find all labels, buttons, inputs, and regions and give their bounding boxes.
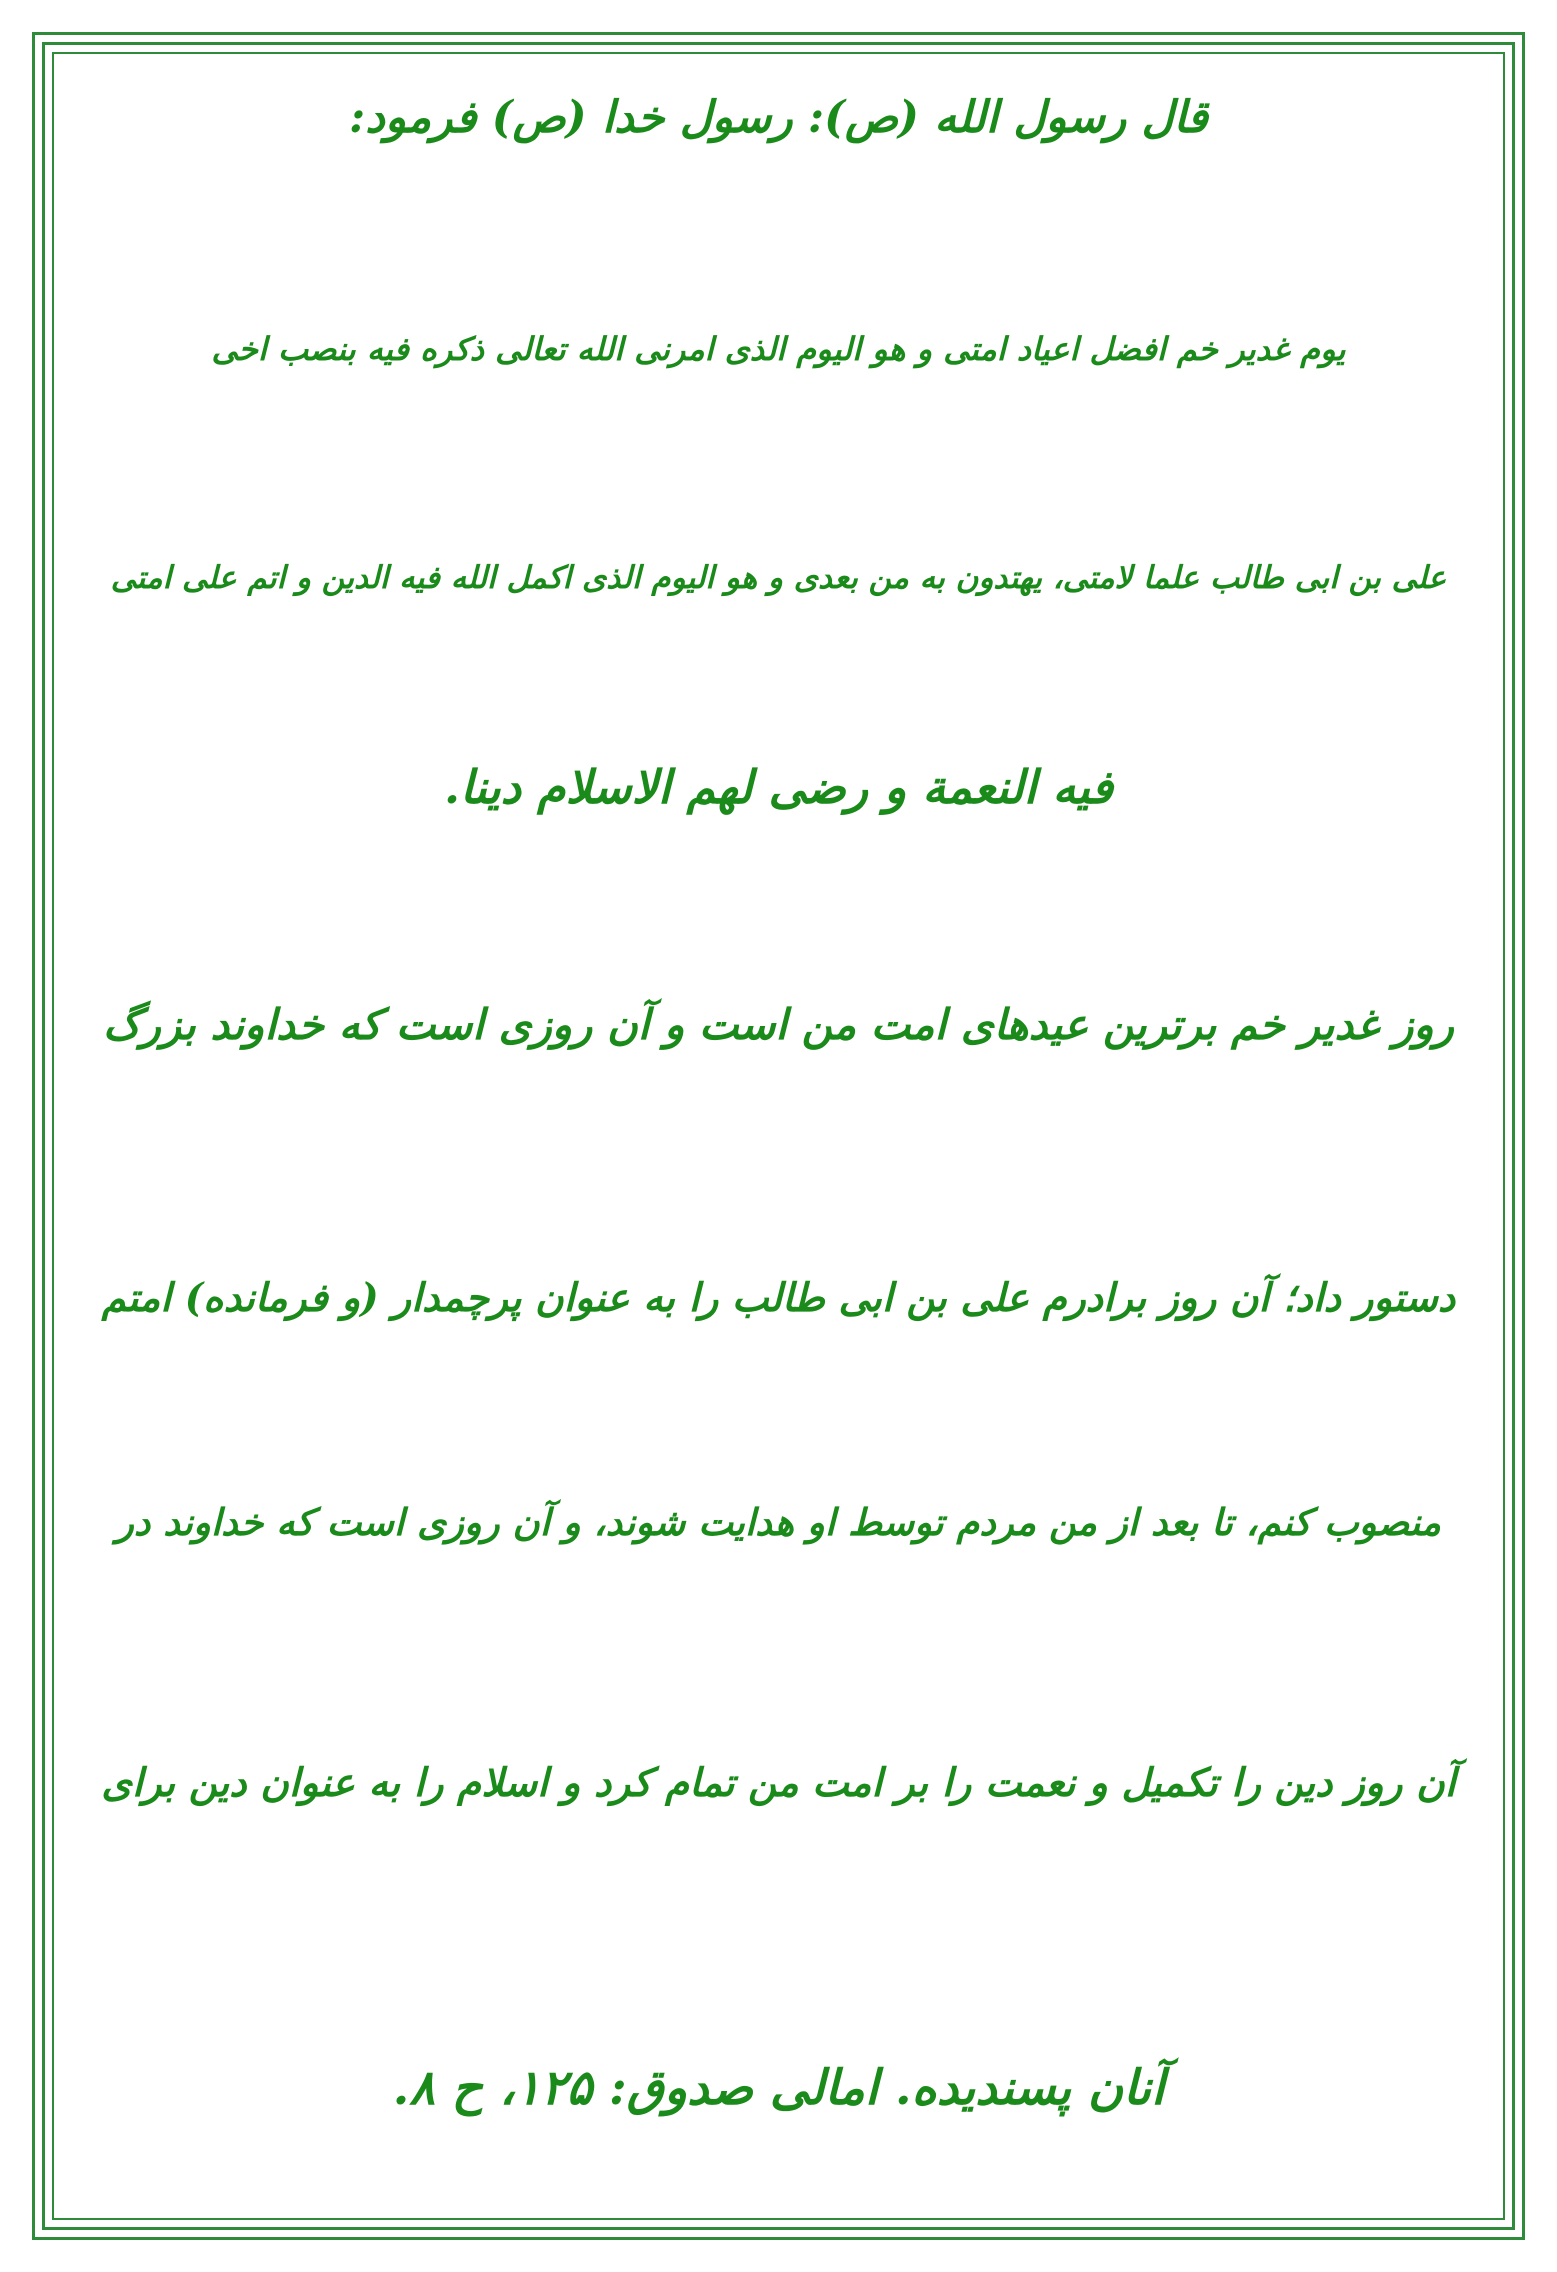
arabic-line-1: یوم غدیر خم افضل اعیاد امتی و هو الیوم الذی امرنی الله تعالی ذکره فیه بنصب اخی — [211, 330, 1346, 368]
persian-line-5-source: آنان پسندیده. امالی صدوق: ۱۲۵، ح ۸. — [392, 2060, 1165, 2116]
persian-line-3: منصوب کنم، تا بعد از من مردم توسط او هدایت شوند، و آن روزی است که خداوند در — [116, 1500, 1441, 1544]
persian-line-2: دستور داد؛ آن روز برادرم علی بن ابی طالب را به عنوان پرچمدار (و فرمانده) امتم — [101, 1275, 1456, 1321]
arabic-line-3: فیه النعمة و رضی لهم الاسلام دینا. — [443, 760, 1114, 814]
persian-line-1: روز غدیر خم برترین عیدهای امت من است و آن روزی است که خداوند بزرگ — [103, 1000, 1454, 1049]
persian-line-4: آن روز دین را تکمیل و نعمت را بر امت من تمام کرد و اسلام را به عنوان دین برای — [101, 1760, 1456, 1806]
arabic-line-2: علی بن ابی طالب علما لامتی، یهتدون به من بعدی و هو الیوم الذی اکمل الله فیه الدین و اتم علی امتی — [110, 560, 1447, 596]
hadith-heading: قال رسول الله (ص): رسول خدا (ص) فرمود: — [349, 92, 1208, 143]
page-border-inner — [52, 52, 1505, 2220]
